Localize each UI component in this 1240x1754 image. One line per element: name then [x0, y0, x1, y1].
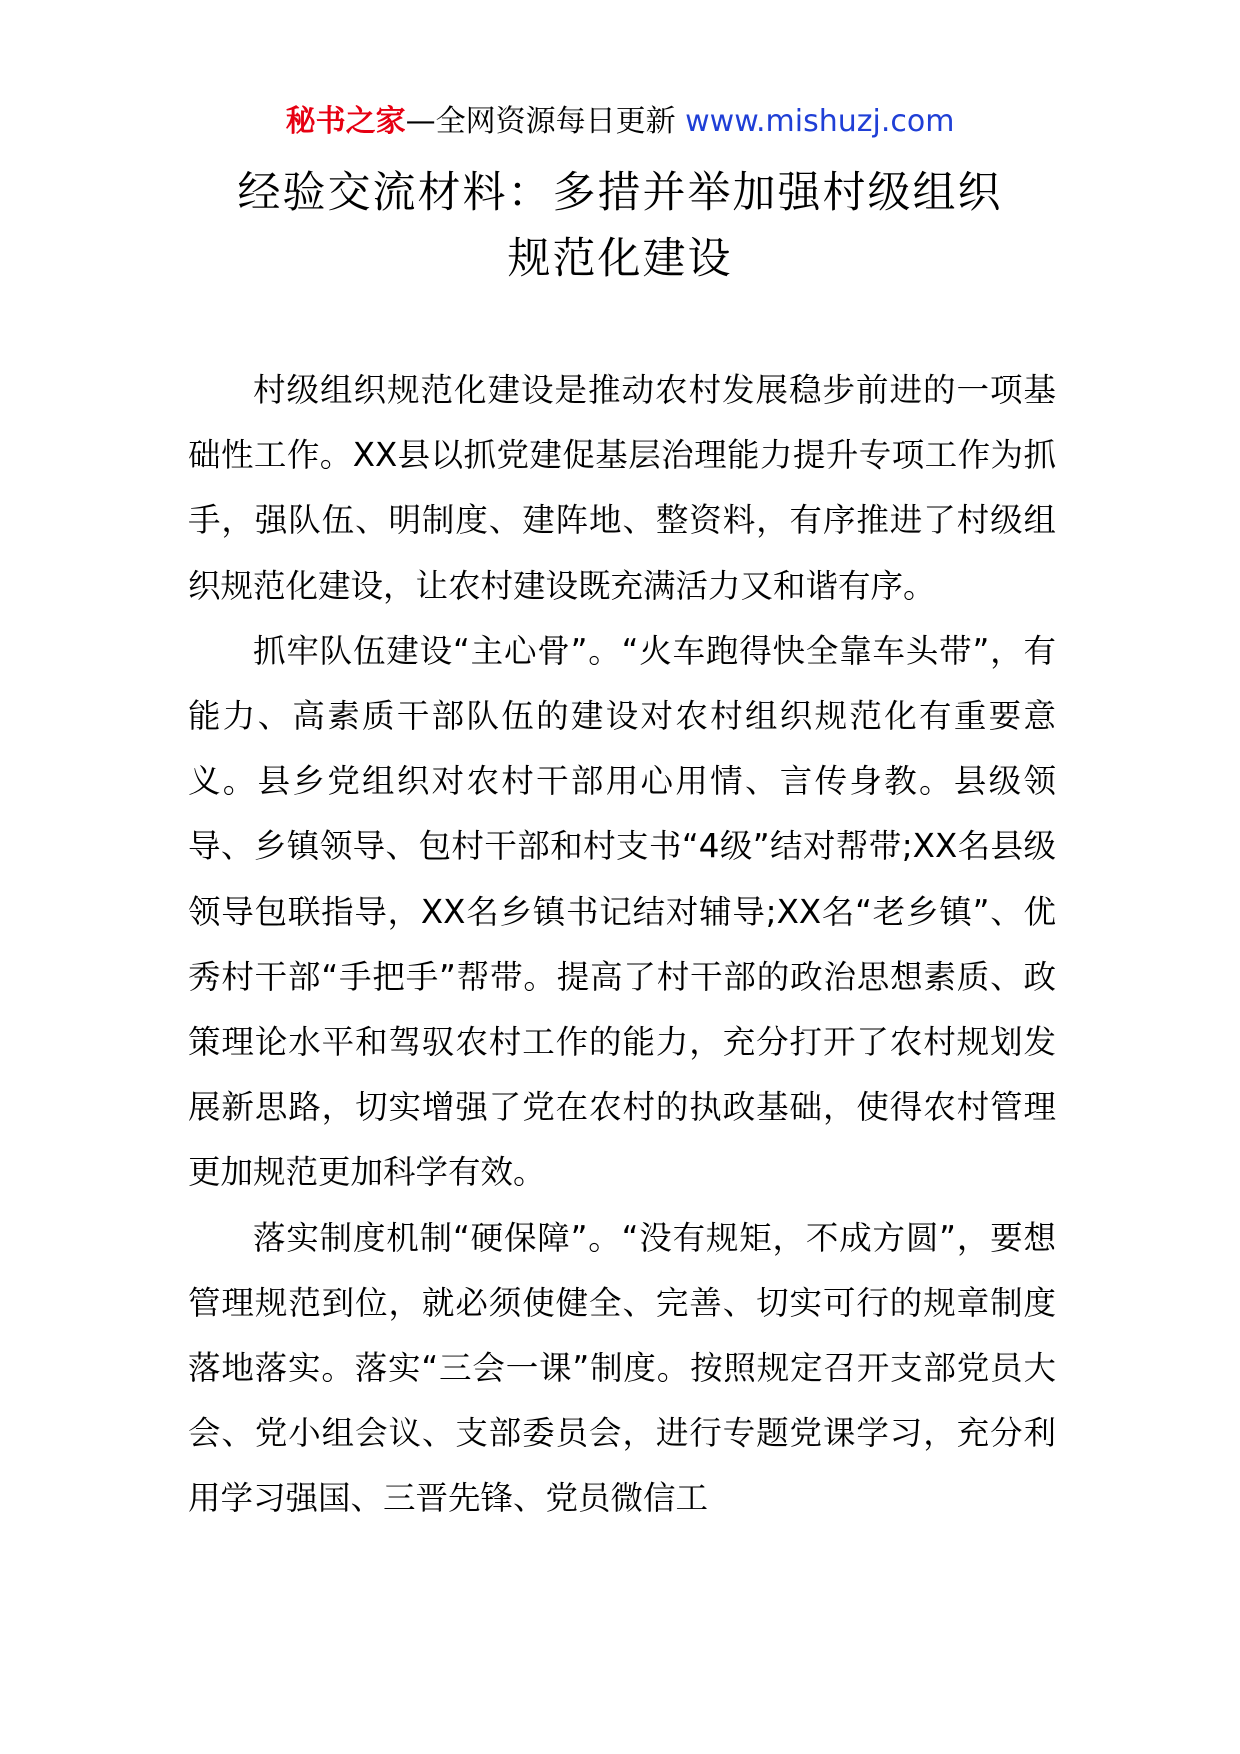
title-line-1: 经验交流材料：多措并举加强村级组织: [237, 168, 1003, 218]
paragraph-team-building: 抓牢队伍建设“主心骨”。“火车跑得快全靠车头带”，有能力、高素质干部队伍的建设对农村组织规范化有重要意义。县乡党组织对农村干部用心用情、言传身教。县级领导、乡镇领导、包村干部和村支书“4级”结对帮带;XX名县级领导包联指导，XX名乡镇书记结对辅导;XX名“老乡镇”、优秀村干部“手把手”帮带。提高了村干部的政治思想素质、政策理论水平和驾驭农村工作的能力，充分打开了农村规划发展新思路，切实增强了党在农村的执政基础，使得农村管理更加规范更加科学有效。: [188, 631, 1056, 1192]
paragraph-intro: 村级组织规范化建设是推动农村发展稳步前进的一项基础性工作。XX县以抓党建促基层治理能力提升专项工作为抓手，强队伍、明制度、建阵地、整资料，有序推进了村级组织规范化建设，让农村建设既充满活力又和谐有序。: [188, 371, 1056, 605]
paragraph-institutions: 落实制度机制“硬保障”。“没有规矩，不成方圆”，要想管理规范到位，就必须使健全、完善、切实可行的规章制度落地落实。落实“三会一课”制度。按照规定召开支部党员大会、党小组会议、支部委员会，进行专题党课学习，充分利用学习强国、三晋先锋、党员微信工: [188, 1218, 1056, 1518]
site-url-link[interactable]: www.mishuzj.com: [685, 104, 955, 139]
document-title: [120, 160, 1120, 292]
title-line-2: 规范化建设: [507, 234, 733, 284]
brand-name: 秘书之家: [285, 104, 406, 139]
site-header: [0, 100, 1240, 144]
header-tagline: —全网资源每日更新: [405, 104, 676, 139]
document-body: [188, 358, 1056, 1532]
